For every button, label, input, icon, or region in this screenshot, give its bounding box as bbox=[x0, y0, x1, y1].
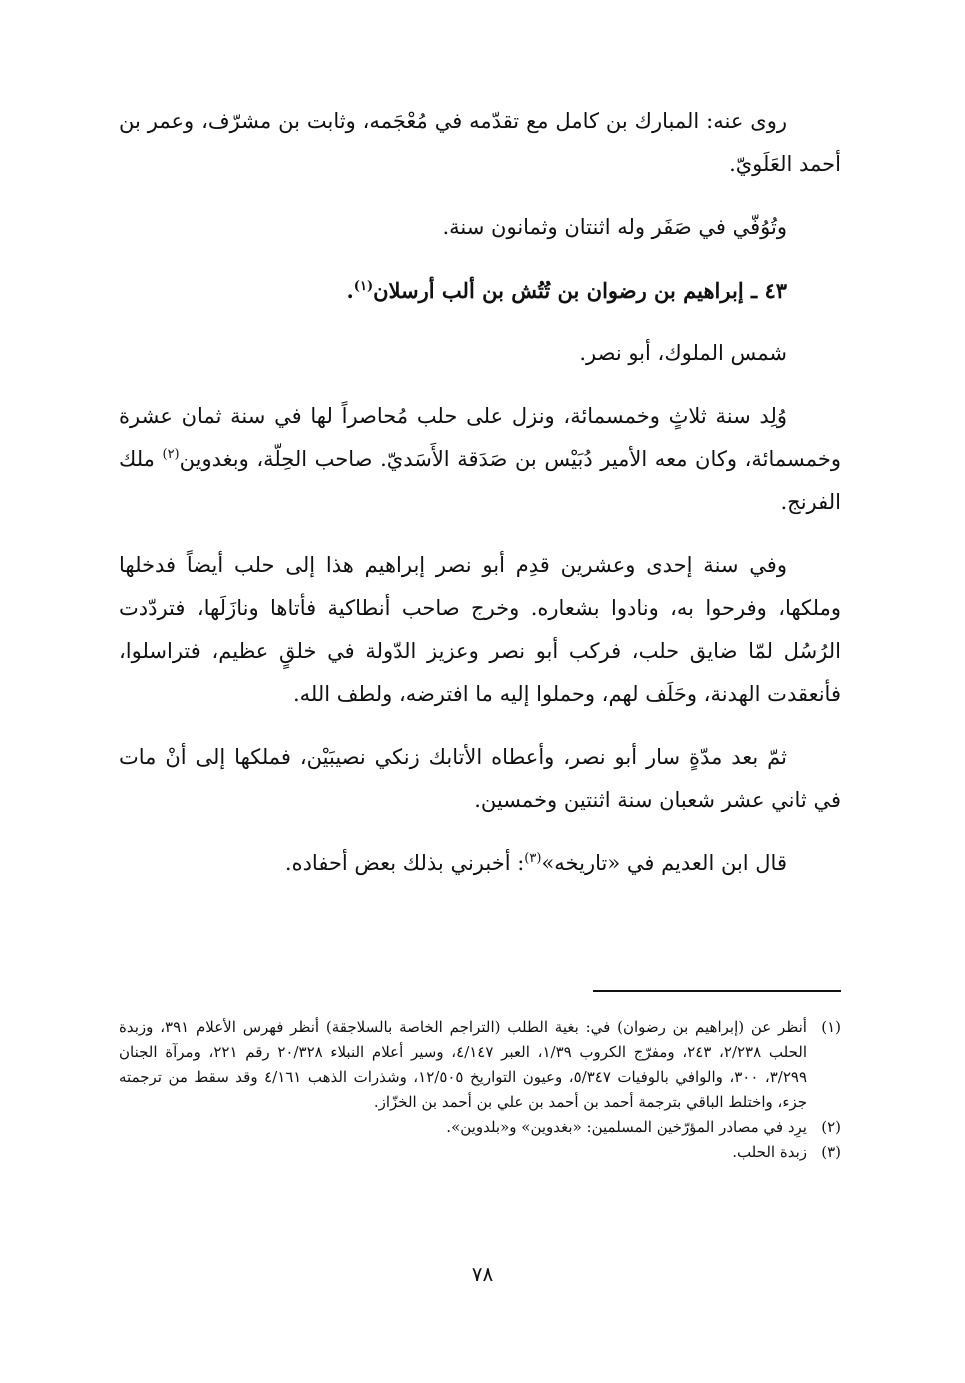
paragraph-ibn-aladim-text: قال ابن العديم في «تاريخه» bbox=[541, 851, 787, 875]
footnote-text: أنظر عن (إبراهيم بن رضوان) في: بغية الطلب (التراجم الخاصة بالسلاجقة) أنظر فهرس الأعلام ٣٩١، وزبدة الحلب ٢/٢٣٨، ٢٤٣، ومفرّج الكروب ١/٣٩، العبر ٤/١٤٧، وسير أعلام النبلاء ٢٠/٣٢٨ رقم ٢٢١، ومرآة الجنان ٣/٢٩٩، ٣٠٠، والوافي بالوفيات ٥/٣٤٧، وعيون التواريخ ١٢/٥٠٥، وشذرات الذهب ٤/١٦١ وقد سقط من ترجمته جزء، واختلط الباقي بترجمة أحمد بن أحمد بن علي بن أحمد بن الخزّاز. bbox=[119, 1018, 808, 1111]
paragraph-narrators: روى عنه: المبارك بن كامل مع تقدّمه في مُعْجَمه، وثابت بن مشرّف، وعمر بن أحمد العَلَويّ. bbox=[119, 109, 841, 176]
paragraph-birth-text: وُلِد سنة ثلاثٍ وخمسمائة، ونزل على حلب مُحاصراً لها في سنة ثمان عشرة وخمسمائة، وكان معه الأمير دُبَيْس بن صَدَقة الأَسَديّ. صاحب الحِلّة، وبغدوين bbox=[119, 404, 841, 471]
paragraph-title: شمس الملوك، أبو نصر. bbox=[579, 341, 787, 365]
entry-heading-text: ٤٣ ـ إبراهيم بن رضوان بن تُتُش بن ألب أرسلان bbox=[373, 278, 787, 303]
footnote-ref-1: (١) bbox=[353, 279, 374, 294]
footnote-text: يرِد في مصادر المؤرّخين المسلمين: «بغدوين» و«بلدوين». bbox=[446, 1118, 807, 1136]
footnote-ref-2: (٢) bbox=[162, 447, 180, 462]
footnote-number: (٢) bbox=[821, 1118, 841, 1136]
footnote-divider bbox=[593, 990, 841, 992]
footnote-2 bbox=[119, 1115, 841, 1140]
paragraph-birth bbox=[119, 395, 841, 524]
footnote-3 bbox=[119, 1140, 841, 1165]
footnote-ref-3: (٣) bbox=[524, 851, 542, 866]
paragraph-nisibis: ثمّ بعد مدّةٍ سار أبو نصر، وأعطاه الأتابك زنكي نصيبَيْن، فملكها إلى أنْ مات في ثاني عشر شعبان سنة اثنتين وخمسين. bbox=[119, 745, 841, 812]
footnote-number: (١) bbox=[821, 1018, 841, 1036]
main-text bbox=[119, 100, 841, 885]
paragraph-death: وتُوُفّي في صَفَر وله اثنتان وثمانون سنة. bbox=[442, 215, 787, 239]
footnote-text: زبدة الحلب. bbox=[732, 1143, 807, 1161]
footnote-number: (٣) bbox=[821, 1143, 841, 1161]
paragraph-ibn-aladim bbox=[119, 842, 841, 885]
entry-heading-end: . bbox=[346, 278, 354, 303]
entry-heading bbox=[119, 269, 841, 312]
paragraph-aleppo: وفي سنة إحدى وعشرين قدِم أبو نصر إبراهيم هذا إلى حلب أيضاً فدخلها وملكها، وفرحوا به، ونادوا بشعاره. وخرج صاحب أنطاكية فأتاها ونازَلَها، فتردّدت الرُسُل لمّا ضايق حلب، فركب أبو نصر وعزيز الدّولة في خلقٍ عظيم، فتراسلوا، فأنعقدت الهدنة، وحَلَف لهم، وحملوا إليه ما افترضه، ولطف الله. bbox=[119, 553, 841, 706]
footnote-1 bbox=[119, 1015, 841, 1115]
footnotes bbox=[119, 1015, 841, 1165]
paragraph-ibn-aladim-end: : أخبرني بذلك بعض أحفاده. bbox=[284, 851, 525, 875]
page-number: ٧٨ bbox=[471, 1262, 494, 1286]
paragraph-birth-end: ملك الفرنج. bbox=[119, 447, 841, 514]
